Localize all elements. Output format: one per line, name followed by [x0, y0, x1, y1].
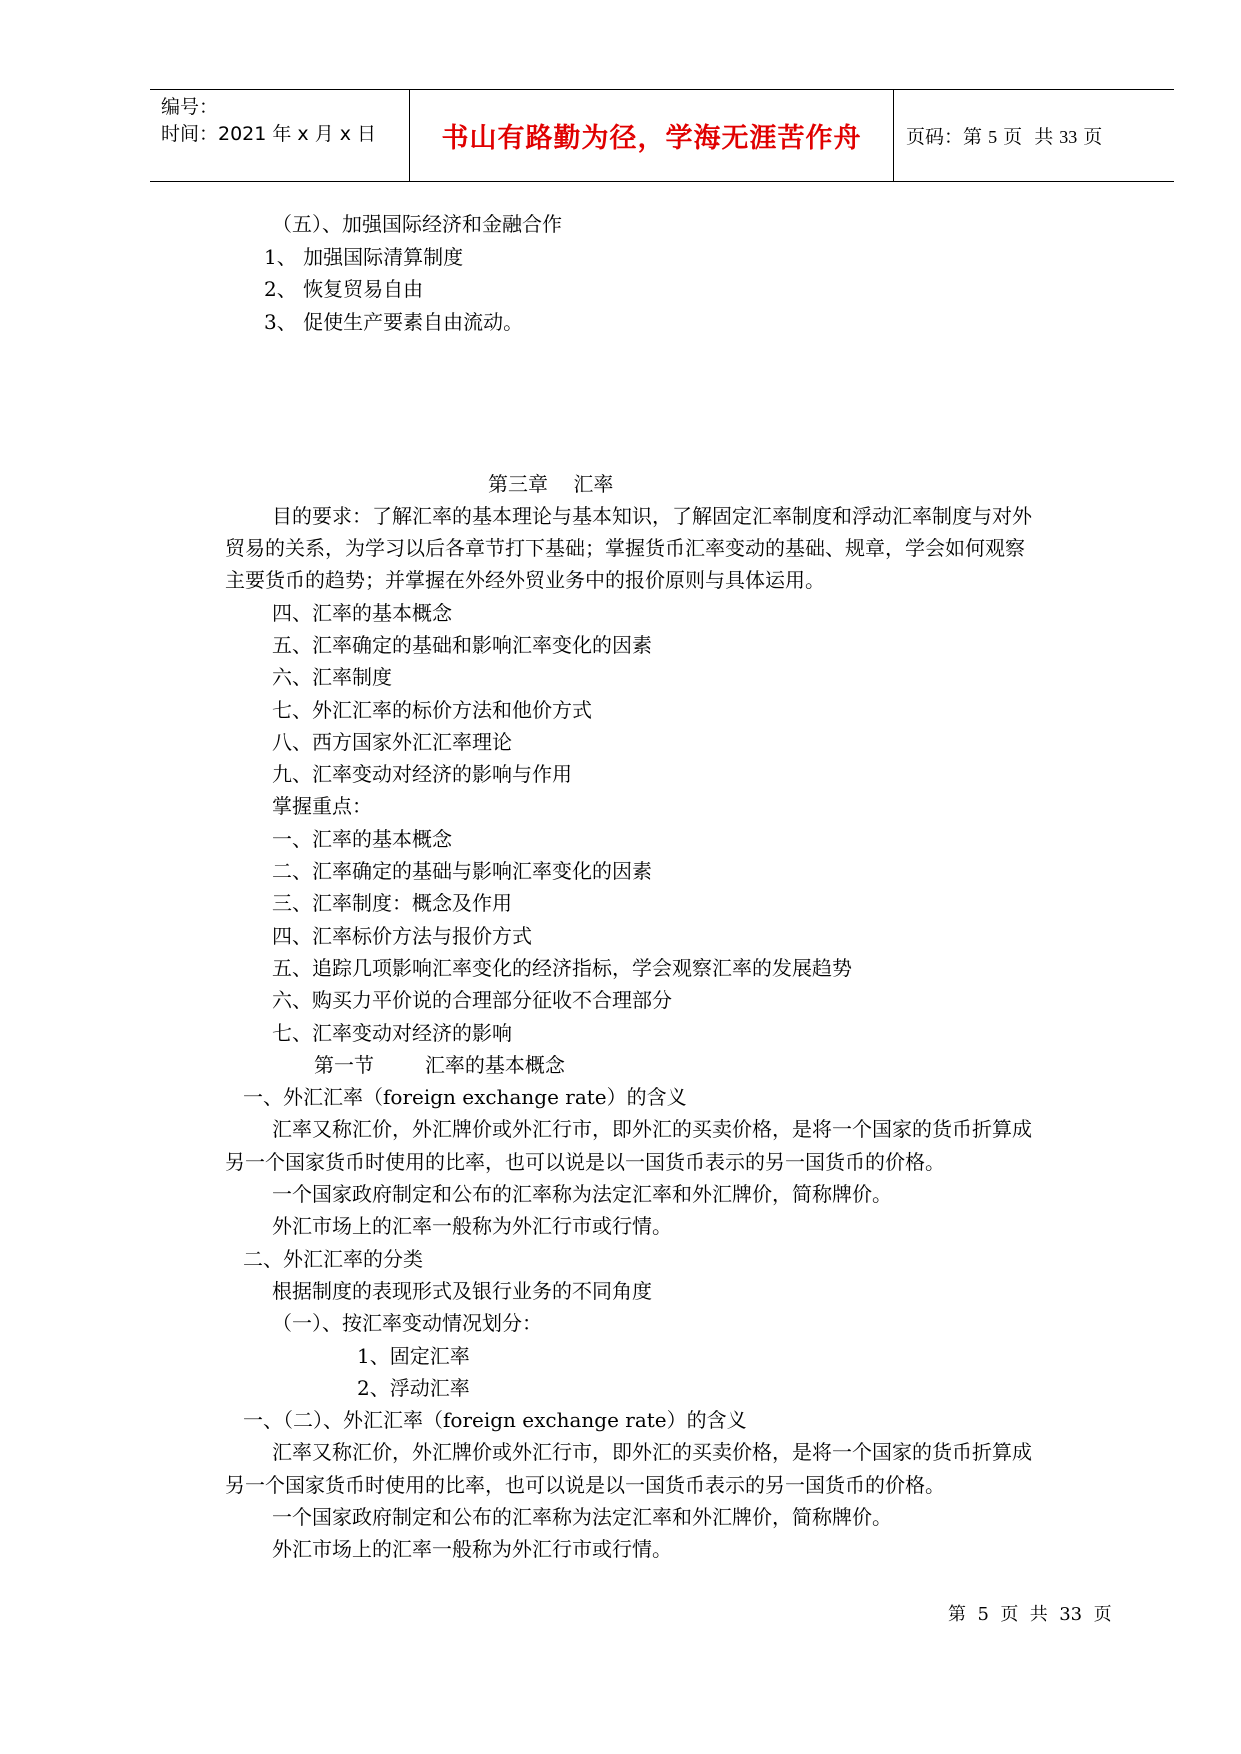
paragraph-line: 汇率又称汇价，外汇牌价或外汇行市，即外汇的买卖价格，是将一个国家的货币折算成	[272, 1117, 1032, 1141]
list-item: 四、汇率的基本概念	[272, 601, 452, 625]
paragraph-line: 目的要求：了解汇率的基本理论与基本知识，了解固定汇率制度和浮动汇率制度与对外	[272, 504, 1032, 528]
paragraph-line: 外汇市场上的汇率一般称为外汇行市或行情。	[272, 1537, 672, 1561]
list-item: 七、汇率变动对经济的影响	[272, 1021, 512, 1045]
paragraph-line: 根据制度的表现形式及银行业务的不同角度	[272, 1279, 652, 1303]
list-item: 3、 促使生产要素自由流动。	[264, 310, 524, 334]
page-number: 5	[988, 127, 998, 147]
list-item: 1、固定汇率	[357, 1344, 470, 1368]
document-date: 时间：2021 年 x 月 x 日	[161, 123, 377, 145]
list-item: 五、汇率确定的基础和影响汇率变化的因素	[272, 633, 652, 657]
list-item: 2、浮动汇率	[357, 1376, 470, 1400]
list-item: 九、汇率变动对经济的影响与作用	[272, 762, 572, 786]
list-item: 六、汇率制度	[272, 665, 392, 689]
list-item: 八、西方国家外汇汇率理论	[272, 730, 512, 754]
list-item: 六、购买力平价说的合理部分征收不合理部分	[272, 988, 672, 1012]
list-item: 2、 恢复贸易自由	[264, 277, 424, 301]
header-motto: 书山有路勤为径，学海无涯苦作舟	[441, 123, 862, 154]
list-item: 1、 加强国际清算制度	[264, 245, 464, 269]
section-heading: （五）、加强国际经济和金融合作	[272, 212, 562, 236]
section-heading: （一）、按汇率变动情况划分：	[272, 1311, 542, 1335]
section-heading: 二、外汇汇率的分类	[243, 1247, 423, 1271]
paragraph-line: 外汇市场上的汇率一般称为外汇行市或行情。	[272, 1214, 672, 1238]
list-item: 四、汇率标价方法与报价方式	[272, 924, 532, 948]
header-divider	[893, 90, 894, 181]
list-item: 三、汇率制度：概念及作用	[272, 891, 512, 915]
header-meta	[161, 94, 376, 148]
header-page-info	[906, 122, 1102, 149]
page-mid: 页 共	[1003, 126, 1054, 148]
page-prefix: 页码：第	[906, 126, 983, 148]
list-item: 二、汇率确定的基础与影响汇率变化的因素	[272, 859, 652, 883]
paragraph-line: 贸易的关系，为学习以后各章节打下基础；掌握货币汇率变动的基础、规章，学会如何观察	[225, 536, 1025, 560]
page-header	[150, 89, 1174, 182]
section-title: 第一节 汇率的基本概念	[314, 1053, 565, 1077]
list-item: 七、外汇汇率的标价方法和他价方式	[272, 698, 592, 722]
paragraph-line: 主要货币的趋势；并掌握在外经外贸业务中的报价原则与具体运用。	[225, 568, 825, 592]
page-suffix: 页	[1083, 126, 1103, 148]
section-heading: 一、（二）、外汇汇率（foreign exchange rate）的含义	[243, 1408, 747, 1432]
paragraph-line: 一个国家政府制定和公布的汇率称为法定汇率和外汇牌价，简称牌价。	[272, 1182, 892, 1206]
chapter-title: 第三章 汇率	[488, 472, 614, 496]
paragraph-line: 一个国家政府制定和公布的汇率称为法定汇率和外汇牌价，简称牌价。	[272, 1505, 892, 1529]
list-item: 五、追踪几项影响汇率变化的经济指标，学会观察汇率的发展趋势	[272, 956, 852, 980]
document-number-label: 编号：	[161, 96, 219, 118]
list-item: 一、汇率的基本概念	[272, 827, 452, 851]
section-heading: 掌握重点：	[272, 794, 372, 818]
section-heading: 一、外汇汇率（foreign exchange rate）的含义	[243, 1085, 687, 1109]
page-footer: 第 5 页 共 33 页	[948, 1604, 1112, 1625]
paragraph-line: 另一个国家货币时使用的比率，也可以说是以一国货币表示的另一国货币的价格。	[225, 1150, 945, 1174]
page-total: 33	[1059, 127, 1078, 147]
paragraph-line: 汇率又称汇价，外汇牌价或外汇行市，即外汇的买卖价格，是将一个国家的货币折算成	[272, 1440, 1032, 1464]
paragraph-line: 另一个国家货币时使用的比率，也可以说是以一国货币表示的另一国货币的价格。	[225, 1473, 945, 1497]
